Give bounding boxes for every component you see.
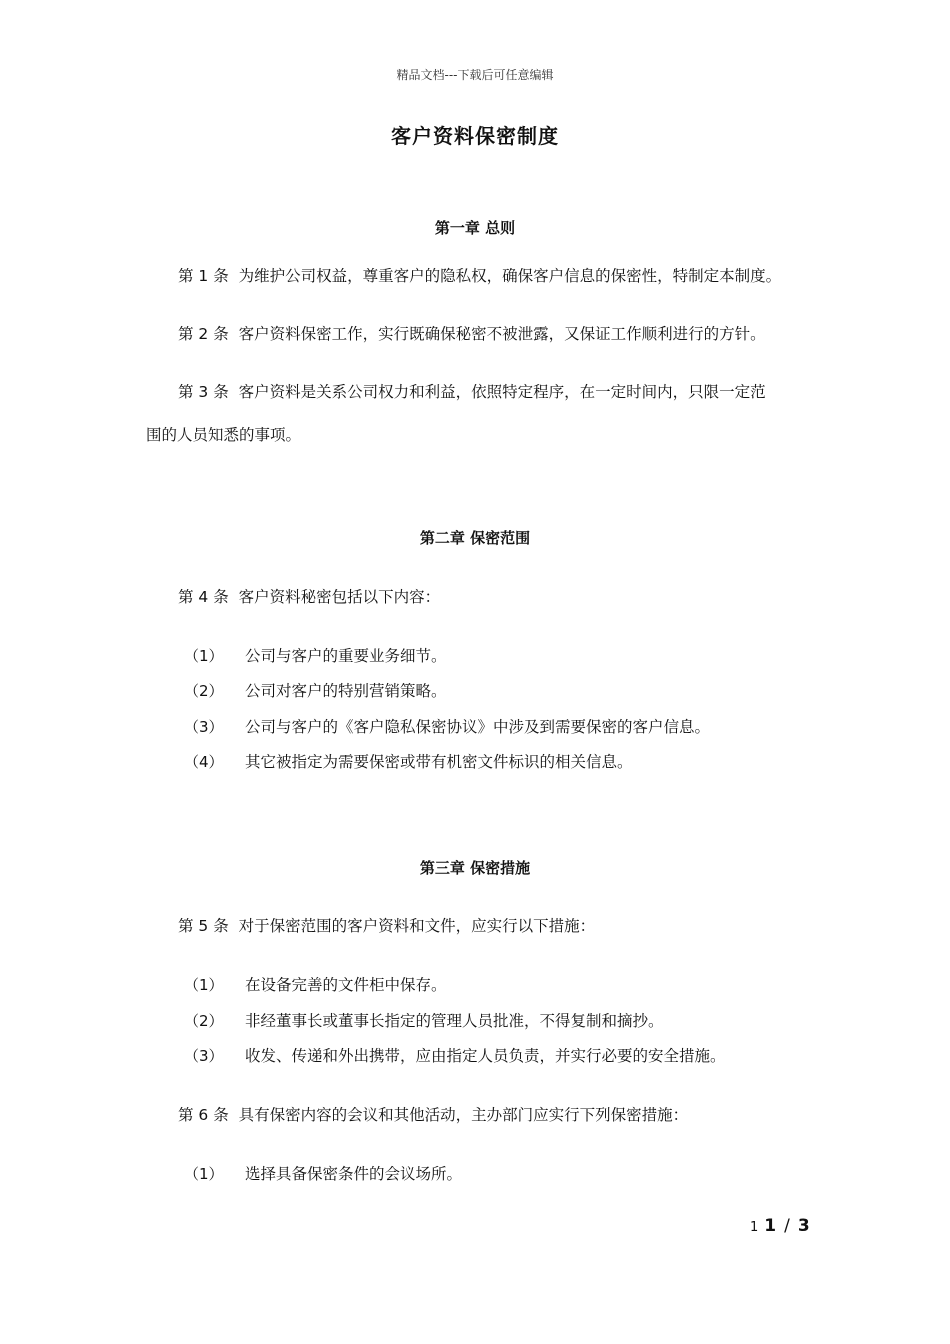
- page-number-small: 1: [750, 1220, 759, 1235]
- list-item-number: （1）: [184, 1165, 224, 1183]
- list-item-number: （3）: [184, 718, 224, 736]
- current-page: 1: [764, 1216, 777, 1236]
- chapter-heading: 第三章 保密措施: [419, 859, 531, 877]
- chapter-heading: 第二章 保密范围: [419, 529, 531, 547]
- list-item-text: 非经董事长或董事长指定的管理人员批准，不得复制和摘抄。: [245, 1012, 664, 1030]
- document-title: 客户资料保密制度: [391, 124, 559, 148]
- chapter-heading: 第一章 总则: [434, 219, 516, 237]
- article-text: 客户资料秘密包括以下内容：: [238, 588, 441, 606]
- article-4: [178, 585, 440, 607]
- article-number: 第 1 条: [178, 267, 229, 285]
- list-item-number: （3）: [184, 1047, 224, 1065]
- article-3-continuation: 围的人员知悉的事项。: [146, 426, 302, 444]
- article-number: 第 6 条: [178, 1106, 229, 1124]
- article-number: 第 2 条: [178, 325, 229, 343]
- article-text: 客户资料是关系公司权力和利益，依照特定程序，在一定时间内，只限一定范: [238, 383, 766, 401]
- list-item-text: 其它被指定为需要保密或带有机密文件标识的相关信息。: [245, 753, 633, 771]
- article-text: 为维护公司权益，尊重客户的隐私权，确保客户信息的保密性，特制定本制度。: [238, 267, 782, 285]
- list-item-text: 公司与客户的《客户隐私保密协议》中涉及到需要保密的客户信息。: [245, 718, 711, 736]
- list-item-number: （1）: [184, 647, 224, 665]
- list-item-number: （4）: [184, 753, 224, 771]
- header-note: 精品文档---下载后可任意编辑: [396, 68, 554, 82]
- list-item-text: 公司与客户的重要业务细节。: [245, 647, 447, 665]
- article-number: 第 3 条: [178, 383, 229, 401]
- article-number: 第 4 条: [178, 588, 229, 606]
- article-text: 具有保密内容的会议和其他活动，主办部门应实行下列保密措施：: [238, 1106, 689, 1124]
- list-item-number: （1）: [184, 976, 224, 994]
- article-text: 对于保密范围的客户资料和文件，应实行以下措施：: [238, 917, 596, 935]
- list-item-text: 收发、传递和外出携带，应由指定人员负责，并实行必要的安全措施。: [245, 1047, 726, 1065]
- article-5: [178, 914, 595, 936]
- list-item-text: 公司对客户的特别营销策略。: [245, 682, 447, 700]
- list-item-number: （2）: [184, 682, 224, 700]
- page-separator: /: [784, 1216, 790, 1236]
- article-text: 客户资料保密工作，实行既确保秘密不被泄露，又保证工作顺利进行的方针。: [238, 325, 766, 343]
- article-2: [178, 322, 766, 344]
- list-item-text: 在设备完善的文件柜中保存。: [245, 976, 447, 994]
- article-1: [178, 264, 781, 286]
- total-pages: 3: [797, 1216, 810, 1236]
- page-number: [750, 1216, 810, 1236]
- article-3: [178, 380, 766, 402]
- article-number: 第 5 条: [178, 917, 229, 935]
- article-6: [178, 1103, 688, 1125]
- list-item-number: （2）: [184, 1012, 224, 1030]
- list-item-text: 选择具备保密条件的会议场所。: [245, 1165, 463, 1183]
